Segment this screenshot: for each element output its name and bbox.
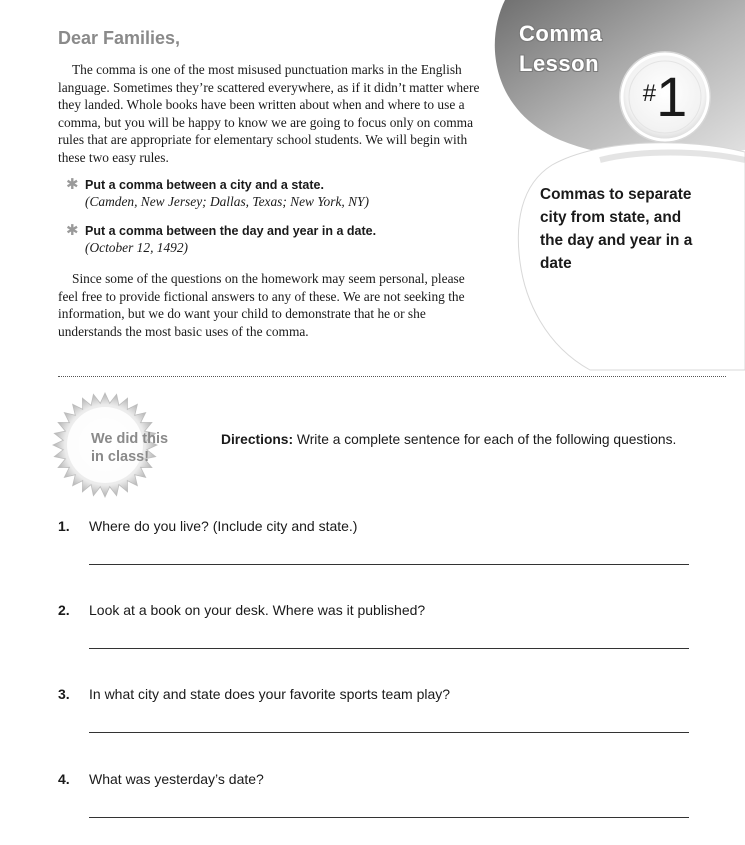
lesson-title-line2: Lesson xyxy=(519,51,600,76)
rule-title: Put a comma between the day and year in a date. xyxy=(85,224,377,238)
question-text: Look at a book on your desk. Where was it published? xyxy=(89,602,426,618)
question-number: 4. xyxy=(58,771,70,787)
answer-line[interactable] xyxy=(89,817,689,818)
answer-line[interactable] xyxy=(89,648,689,649)
star-bullet-icon: ✱ xyxy=(66,221,79,239)
directions xyxy=(221,432,676,447)
class-badge-label xyxy=(91,430,168,466)
question-number: 3. xyxy=(58,686,70,702)
letter-intro-paragraph: The comma is one of the most misused punctuation marks in the English language. Sometimes they’re scattered everywhere, as if it didn’t matter where they landed. Whole books have been written about when and where to use a comma, but you will be happy to know we are going to focus only on comma rules that are appropriate for elementary school students. We will begin with these two easy rules. xyxy=(58,62,480,165)
lesson-number xyxy=(630,62,700,132)
directions-text: Write a complete sentence for each of the following questions. xyxy=(296,432,677,447)
rule-title: Put a comma between a city and a state. xyxy=(85,178,324,192)
letter-greeting: Dear Families, xyxy=(58,28,181,48)
comma-rule-item xyxy=(66,223,486,257)
class-badge-line1: We did this xyxy=(91,431,169,447)
lesson-title xyxy=(519,19,602,79)
lesson-title-line1: Comma xyxy=(519,21,603,46)
class-badge-line2: in class! xyxy=(91,449,150,465)
rule-example: (October 12, 1492) xyxy=(85,240,189,255)
answer-line[interactable] xyxy=(89,732,689,733)
question-text: Where do you live? (Include city and state.) xyxy=(89,518,358,534)
comma-rules-list xyxy=(66,177,486,269)
section-divider xyxy=(58,376,726,377)
lesson-topic: Commas to separate city from state, and the day and year in a date xyxy=(540,186,693,272)
letter-closing-paragraph: Since some of the questions on the homework may seem personal, please feel free to provide fictional answers to any of these. We are not seeking the information, but we do want your child to demonstrate that he or she understands the most basic uses of the comma. xyxy=(58,271,465,339)
directions-label: Directions: xyxy=(221,432,294,447)
question-number: 2. xyxy=(58,602,70,618)
answer-line[interactable] xyxy=(89,564,689,565)
comma-rule-item xyxy=(66,177,486,211)
star-bullet-icon: ✱ xyxy=(66,175,79,193)
question-number: 1. xyxy=(58,518,70,534)
question-text: What was yesterday’s date? xyxy=(89,771,264,787)
question-text: In what city and state does your favorite sports team play? xyxy=(89,686,451,702)
lesson-number-hash: # xyxy=(642,80,657,107)
rule-example: (Camden, New Jersey; Dallas, Texas; New York, NY) xyxy=(85,194,369,209)
lesson-number-value: 1 xyxy=(656,65,688,128)
